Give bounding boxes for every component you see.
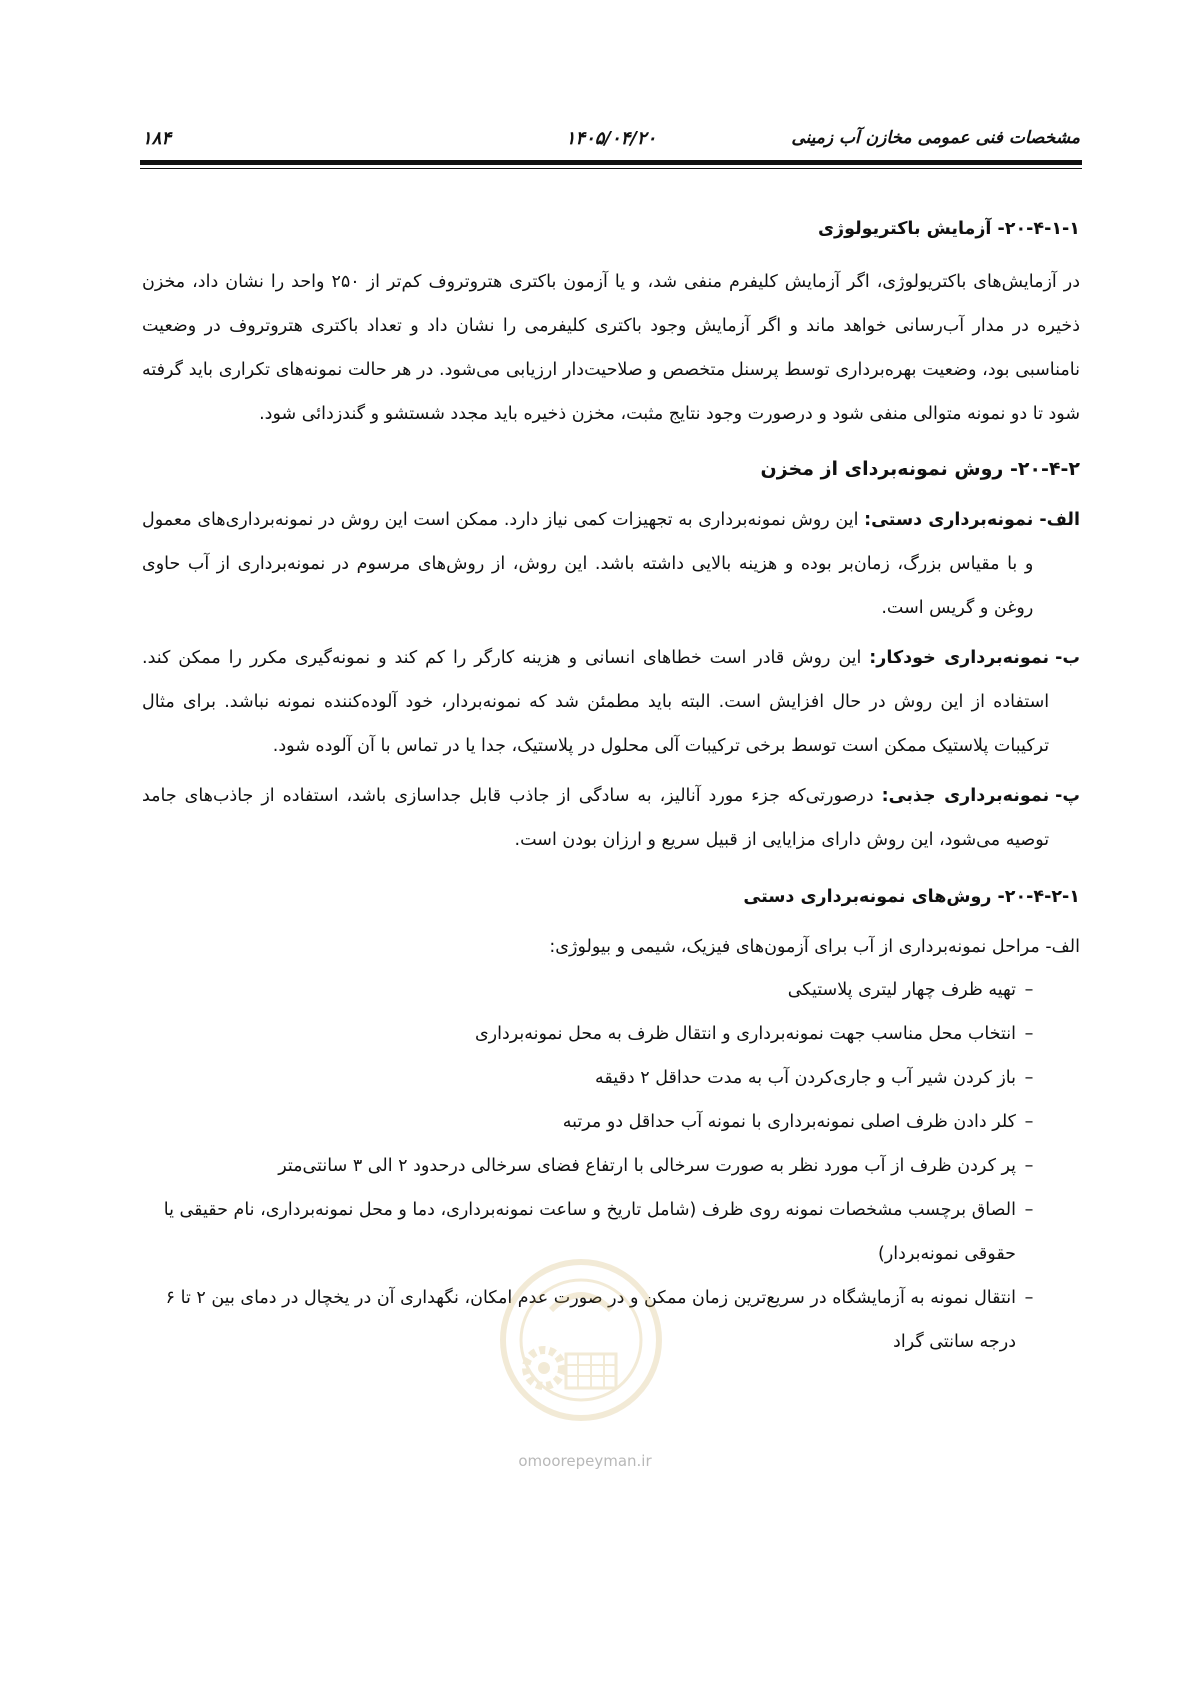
bacteriology-paragraph: در آزمایش‌های باکتریولوژی، اگر آزمایش کلیفرم منفی شد، و یا آزمون باکتری هتروتروف کم‌تر از ۲۵۰ واحد را نشان داد، مخزن ذخیره در مدار آب‌رسانی خواهد ماند و اگر آزمایش وجود باکتری کلیفرمی را نشان داد و تعداد باکتری هتروتروف در وضعیت نامناسبی بود، وضعیت بهره‌برداری توسط پرسنل متخصص و صلاحیت‌دار ارزیابی می‌شود. در هر حالت نمونه‌های تکراری باید گرفته شود تا دو نمونه متوالی منفی شود و درصورت وجود نتایج مثبت، مخزن ذخیره باید مجدد شستشو و گندزدائی شود. — [142, 272, 1080, 424]
watermark-logo-icon — [466, 1250, 696, 1450]
step-text: انتقال نمونه به آزمایشگاه در سریع‌ترین زمان ممکن و در صورت عدم امکان، نگهداری آن در یخچال در دمای بین ۲ تا ۶ درجه سانتی گراد — [165, 1288, 1016, 1352]
dash-marker: – — [1024, 1024, 1034, 1044]
list-item-term: نمونه‌برداری دستی: — [864, 510, 1034, 530]
sampling-methods-list — [142, 498, 1080, 862]
step-text: باز کردن شیر آب و جاری‌کردن آب به مدت حداقل ۲ دقیقه — [595, 1068, 1016, 1088]
step-text: الصاق برچسب مشخصات نمونه روی ظرف (شامل تاریخ و ساعت نمونه‌برداری، دما و محل نمونه‌برداری، نام حقیقی یا حقوقی نمونه‌بردار) — [163, 1200, 1016, 1264]
dash-marker: – — [1024, 1200, 1034, 1220]
header-rule-thick — [140, 160, 1082, 165]
dash-marker: – — [1024, 1156, 1034, 1176]
section-heading-bacteriology: ۲۰-۴-۱-۱- آزمایش باکتریولوژی — [818, 219, 1080, 239]
list-item-body — [142, 636, 1049, 768]
header-date: ۱۴۰۵/۰۴/۲۰ — [565, 128, 657, 149]
header-rule-thin — [140, 168, 1082, 169]
list-item — [142, 1100, 1080, 1144]
step-text: انتخاب محل مناسب جهت نمونه‌برداری و انتقال ظرف به محل نمونه‌برداری — [474, 1024, 1016, 1044]
list-marker: ب- — [1055, 648, 1080, 668]
page-header — [142, 128, 1080, 154]
page-content — [142, 214, 1080, 1364]
watermark-text: omoorepeyman.ir — [518, 1452, 652, 1470]
dash-marker: – — [1024, 1288, 1034, 1308]
list-item-text: این روش قادر است خطاهای انسانی و هزینه کارگر را کم کند و نمونه‌گیری مکرر را ممکن کند. استفاده از این روش در حال افزایش است. البته باید مطمئن شد که نمونه‌بردار، خود آلوده‌کننده نمونه نباشد. برای مثال ترکیبات پلاستیک ممکن است توسط برخی ترکیبات آلی محلول در پلاستیک، جدا یا در تماس با آن آلوده شود. — [142, 648, 1050, 756]
list-item — [142, 968, 1080, 1012]
list-item-body — [142, 498, 1033, 630]
list-item-term: نمونه‌برداری جذبی: — [881, 786, 1050, 806]
dash-marker: – — [1024, 1068, 1034, 1088]
list-marker: پ- — [1055, 786, 1080, 806]
list-item-body — [142, 774, 1049, 862]
step-text: تهیه ظرف چهار لیتری پلاستیکی — [787, 980, 1016, 1000]
list-item-text: درصورتی‌که جزء مورد آنالیز، به سادگی از جاذب قابل جداسازی باشد، استفاده از جاذب‌های جامد توصیه می‌شود، این روش دارای مزایایی از قبیل سریع و ارزان بودن است. — [142, 786, 1050, 850]
list-item — [142, 636, 1080, 768]
header-title: مشخصات فنی عمومی مخازن آب زمینی — [791, 128, 1080, 148]
dash-marker: – — [1024, 1112, 1034, 1132]
step-text: پر کردن ظرف از آب مورد نظر به صورت سرخالی با ارتفاع فضای سرخالی درحدود ۲ الی ۳ سانتی‌متر — [278, 1156, 1016, 1176]
list-item — [142, 1012, 1080, 1056]
list-item — [142, 1144, 1080, 1188]
list-item-text: این روش نمونه‌برداری به تجهیزات کمی نیاز دارد. ممکن است این روش در نمونه‌برداری‌های معمول و با مقیاس بزرگ، زمان‌بر بوده و هزینه بالایی داشته باشد. این روش، از روش‌های مرسوم در نمونه‌برداری از آب حاوی روغن و گریس است. — [142, 510, 1034, 618]
section-heading-manual-sampling: ۲۰-۴-۲-۱- روش‌های نمونه‌برداری دستی — [743, 887, 1080, 907]
section-heading-sampling-methods: ۲۰-۴-۲- روش نمونه‌بردای از مخزن — [760, 458, 1080, 480]
list-item — [142, 1056, 1080, 1100]
list-item — [142, 498, 1080, 630]
list-item — [142, 774, 1080, 862]
dash-marker: – — [1024, 980, 1034, 1000]
list-marker: الف- — [1039, 510, 1080, 530]
step-text: کلر دادن ظرف اصلی نمونه‌برداری با نمونه آب حداقل دو مرتبه — [562, 1112, 1016, 1132]
manual-sampling-intro: الف- مراحل نمونه‌برداری از آب برای آزمون‌های فیزیک، شیمی و بیولوژی: — [549, 937, 1080, 957]
page-number: ۱۸۴ — [142, 128, 172, 149]
list-item-term: نمونه‌برداری خودکار: — [869, 648, 1050, 668]
